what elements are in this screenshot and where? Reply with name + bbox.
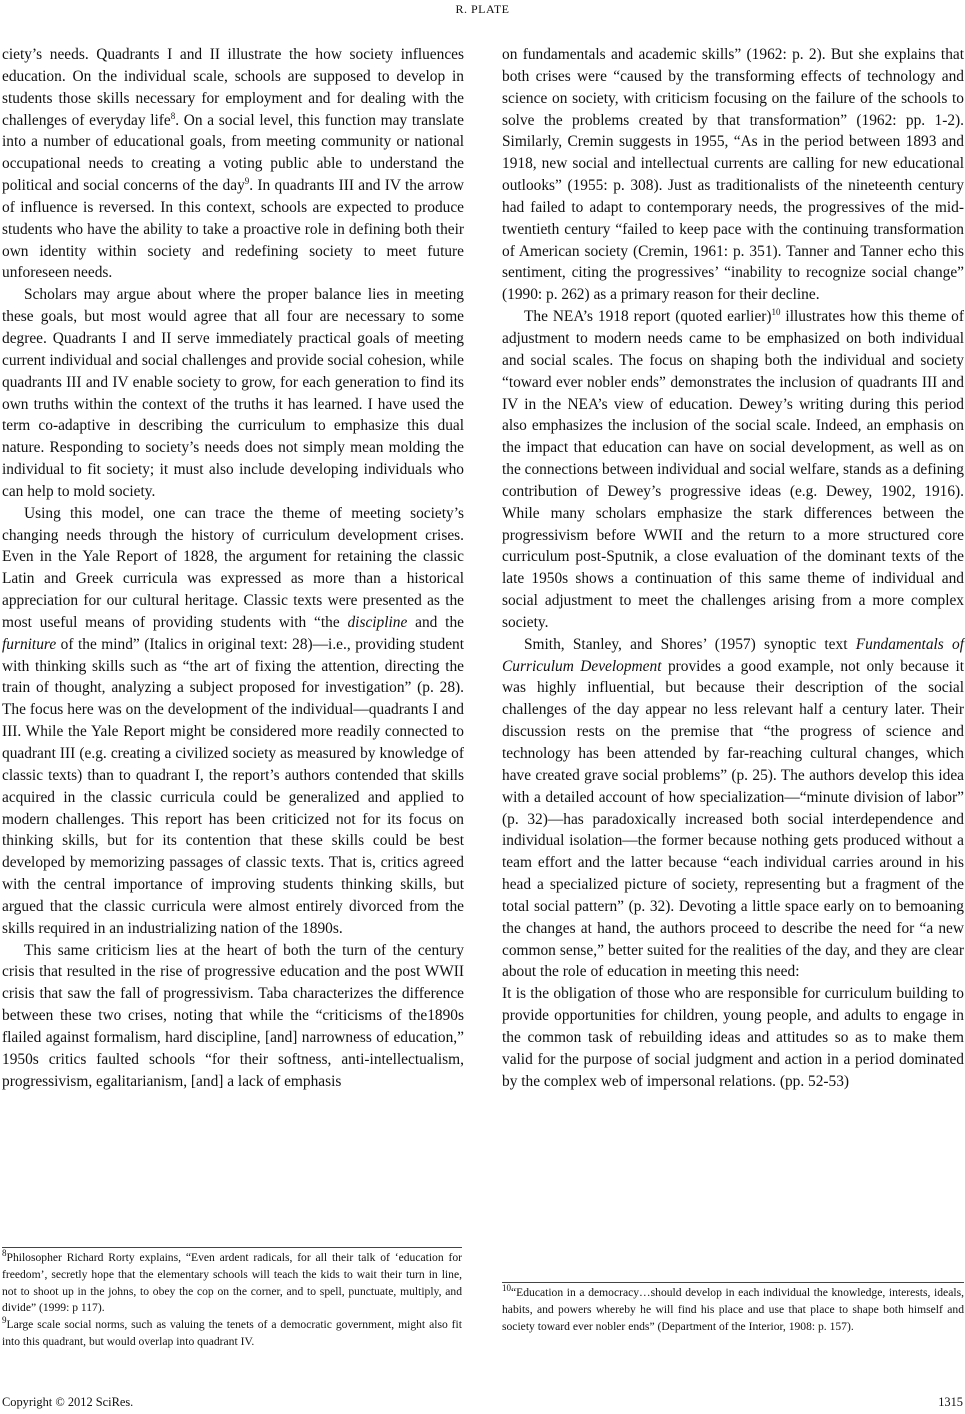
footnote-ref: 9 [244, 175, 250, 186]
left-column [2, 44, 464, 1093]
text-run: Smith, Stanley, and Shores’ (1957) synoptic text [524, 635, 856, 653]
running-head: R. PLATE [455, 2, 510, 16]
footnote-rule [502, 1282, 964, 1283]
text-run: ciety’s needs. Quadrants I and II illustrate the how society influences education. On the individual scale, schools are supposed to develop in students those skills necessary for employment and for dealing with the challenges of everyday life [2, 46, 464, 129]
text-run: . In quadrants III and IV the arrow of influence is reversed. In this context, schools are expected to produce students who have the ability to take a proactive role in defining both their own identity within society and redefining society to meet future unforeseen needs. [2, 177, 464, 282]
footnote-number: 9 [2, 1315, 7, 1326]
italic-text: furniture [2, 635, 57, 653]
footnote-text: “Education in a democracy…should develop in each individual the knowledge, interests, ideals, habits, and powers whereby he will find his place and use that place to shape both himself and society toward ever nobler ends” (Department of the Interior, 1908: p. 157). [502, 1286, 964, 1333]
footnotes-right [502, 1285, 964, 1335]
text-run: Using this model, one can trace the theme of meeting society’s changing needs through the history of curriculum development crises. Even in the Yale Report of 1828, the argument for retaining the classic Latin and Greek curricula was expressed as more than a historical appreciation for our cultural heritage. Classic texts were presented as the most useful means of providing students with “the [2, 504, 464, 631]
block-quote: It is the obligation of those who are responsible for curriculum building to provide opportunities for children, young people, and adults to engage in the common task of rebuilding ideas and attitudes so as to make them valid for the purpose of social judgment and action in a period dominated by the complex web of impersonal relations. (pp. 52-53) [502, 985, 964, 1090]
footnote-number: 8 [2, 1248, 7, 1259]
italic-text: Fundamentals of Curriculum Development [502, 635, 964, 675]
text-run: illustrates how this theme of adjustment to modern needs came to be emphasized on both individual and social scales. The focus on shaping both the individual and society “toward ever nobler ends” demonstrates the inclusion of quadrants III and IV in the NEA’s view of education. Dewey’s writing during this period also emphasizes the inclusion of the social scale. Indeed, an emphasis on the impact that education can have on social development, as well as on the connections between individual and social welfare, stands as a defining contribution of Dewey’s progressive ideas (e.g. Dewey, 1902, 1916). While many scholars emphasize the stark differences between the progressivism before WWII and the return to a more structured core curriculum post-Sputnik, a close evaluation of the dominant texts of the late 1950s shows a continuation of this same theme of individual and social adjustment to meet the challenges arising from a more complex society. [502, 308, 964, 631]
footnote-ref: 10 [771, 307, 781, 317]
footnote-9 [2, 1317, 462, 1351]
copyright-notice: Copyright © 2012 SciRes. [2, 1395, 134, 1409]
footnotes-left [2, 1250, 462, 1351]
footnote-text: Philosopher Richard Rorty explains, “Even ardent radicals, for all their talk of ‘education for freedom’, secretly hope that the elementary schools will teach the kids to wait their turn in line, not to shoot up in the johns, to obey the cop on the corner, and to spell, punctuate, multiply, and divide” (1999: p 117). [2, 1251, 462, 1315]
paragraph [502, 306, 964, 634]
text-run: The NEA’s 1918 report (quoted earlier) [524, 308, 772, 326]
footnote-10 [502, 1285, 964, 1335]
paragraph: This same criticism lies at the heart of both the turn of the century crisis that resulted in the rise of progressive education and the post WWII crisis that saw the fall of progressivism. Taba characterizes the difference between these two crises, noting that while the “criticisms of the1890s flailed against formalism, hard discipline, [and] narrowness of education,” 1950s critics faulted schools “for their softness, anti-intellectualism, progressivism, egalitarianism, [and] a lack of emphasis [2, 941, 464, 1090]
paragraph: on fundamentals and academic skills” (1962: p. 2). But she explains that both crises were “caused by the transforming effects of technology and science on society, with criticism focusing on the failure of the schools to solve the problems created by that transformation” (1962: pp. 1-2). Similarly, Cremin suggests in 1955, “As in the period between 1893 and 1918, new social and intellectual currents are calling for new educational outlooks” (1955: p. 308). Just as traditionalists of the nineteenth century had failed to adapt to contemporary needs, the progressives of the mid-twentieth century “failed to keep pace with the continuing transformation of American society (Cremin, 1961: p. 351). Tanner and Tanner echo this sentiment, citing the progressives’ “inability to recognize social change” (1990: p. 262) as a primary reason for their decline. [502, 46, 964, 304]
paragraph [502, 634, 964, 984]
footnote-ref: 8 [170, 110, 176, 121]
text-run: . On a social level, this function may translate into a number of educational goals, from meeting community or national occupational needs to creating a voting public able to understand the political and social concerns of the day [2, 111, 464, 195]
text-run: of the mind” (Italics in original text: 28)—i.e., providing student with thinking skills such as “the art of fixing the attention, directing the train of thought, analyzing a subject proposed for investigation” (p. 28). The focus here was on the development of the individual—quadrants I and III. While the Yale Report might be considered more readily connected to quadrant III (e.g. creating a civilized society as measured by knowledge of classic texts) than to quadrant I, the report’s authors contended that skills acquired in the classic curricula could be generalized and applied to modern challenges. This report has been criticized not for its focus on thinking skills, but for its contention that these skills could be best developed by memorizing passages of classic texts. That is, critics agreed with the central importance of improving students thinking skills, but argued that the classic curricula were almost entirely divorced from the skills required in an industrializing nation of the 1890s. [2, 635, 464, 937]
text-run: provides a good example, not only because it was highly influential, but because their description of the social challenges of the day appear no less relevant half a century later. Their discussion rests on the premise that “the progress of science and technology has been attended by far-reaching cultural changes, which have created grave social problems” (p. 25). The authors develop this idea with a detailed account of how specialization—“minute division of labor” (p. 32)—has paradoxically increased both social interdependence and individual isolation—the former because nothing gets produced without a team effort and the latter because “each individual carries around in his head a specialized picture of society, representing but a fragment of the total social pattern” (p. 32). Devoting a little space early on to bemoaning the changes at hand, the authors proceed to describe the need for “a new common sense,” better suited for the realities of the day, and they are clear about the role of education in meeting this need: [502, 657, 964, 981]
paragraph [2, 503, 464, 940]
paragraph: Scholars may argue about where the proper balance lies in meeting these goals, but most would agree that all four are necessary to some degree. Quadrants I and II serve immediately practical goals of meeting current individual and social challenges and provide social cohesion, while quadrants III and IV enable society to grow, for each generation to find its own truths within the context of the truths it has learned. I have used the term co-adaptive in describing the curriculum to emphasize this dual nature. Responding to society’s needs does not simply mean molding the individual to fit society; it must also include developing individuals who can help to mold society. [2, 286, 464, 500]
footnote-rule [2, 1247, 462, 1248]
paragraph [2, 44, 464, 284]
right-column [502, 44, 964, 1093]
footnote-text: Large scale social norms, such as valuing the tenets of a democratic government, might also fit into this quadrant, but would overlap into quadrant IV. [2, 1318, 462, 1348]
footnote-number: 10 [502, 1283, 511, 1294]
footnote-8 [2, 1250, 462, 1317]
page-number: 1315 [938, 1395, 963, 1409]
italic-text: discipline [347, 613, 408, 631]
text-run: and the [407, 613, 464, 631]
